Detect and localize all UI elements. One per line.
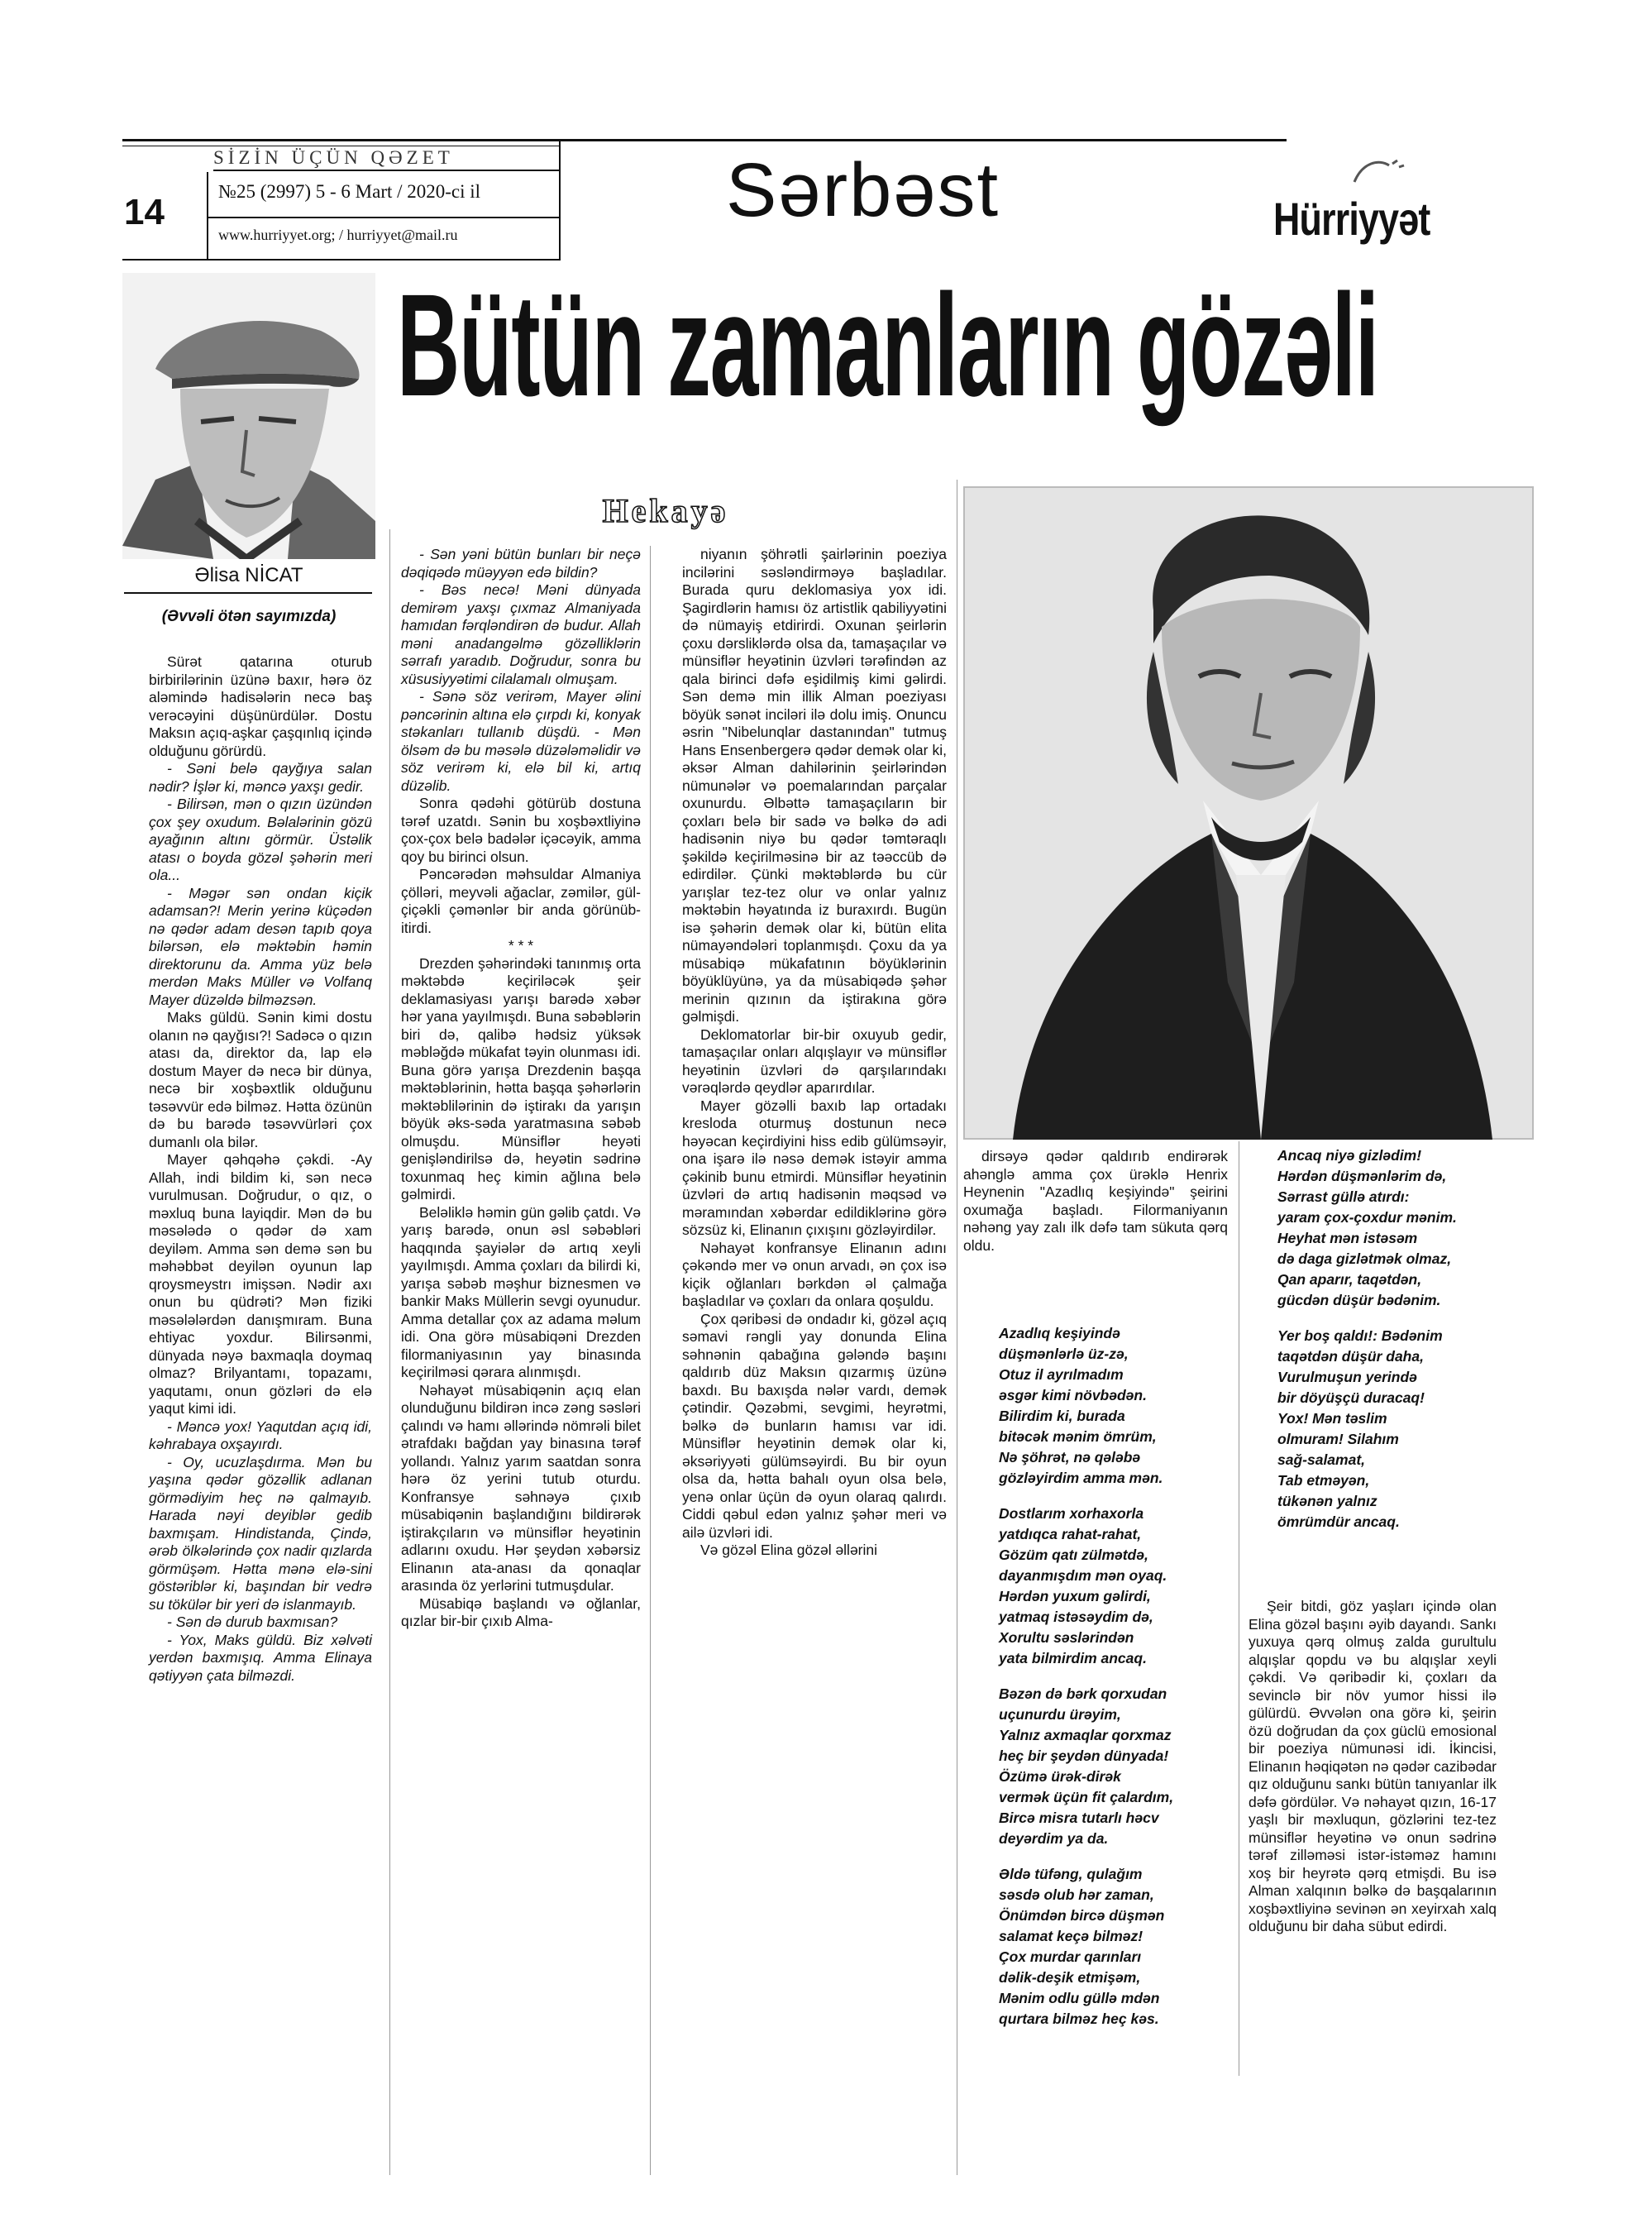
paragraph: Mayer qəhqəhə çəkdi. -Ay Allah, indi bildim ki, sən necə vurulmusan. Doğrudur, o qız, o məxluq buna layiqdir. Mən də bu məsələdə o qədər də xam deyiləm. Amma sən demə sən bu məhəbbət deyilən oyunun lap qroysmeystrı imişsən. Nədir axı onun bu qüdrəti? Mən fiziki məsələlərdən danışmıram. Buna ehtiyac yoxdur. Bilirsənmi, dünyada nəyə baxmaqla doymaq olmaz? Brilyantamı, topazamı, yaqutamı, onun gözləri də elə yaqut kimi idi. — [149, 1151, 372, 1417]
paragraph: niyanın şöhrətli şairlərinin poeziya incilərini səsləndirməyə başladılar. Burada quru deklomasiya yox idi. Şagirdlərin hamısı öz artistlik qabiliyyətini də nümayiş etdirirdi. Oxunan şeirlərin çoxu dərsliklərdə olsa da, tamaşaçılar və münsiflər heyətinin üzvləri tərəfindən az qala birinci dəfə eşidilmiş kimi gəlirdi. Sən demə min illik Alman poeziyası böyük sənət inciləri ilə dolu imiş. Onuncu əsrin "Nibelunqlar dastanından" tutmuş Hans Ensenbergerə qədər demək olar ki, əksər Alman dahilərinin şeirlərindən nümunələr və poemalarından parçalar oxunurdu. Əlbəttə tamaşaçıların bir çoxları belə bir sadə və bəlkə də adi hadisənin niyə bu qədər təmtəraqlı şəkildə keçirilməsinə bir az təəccüb də edirdilər. Çünki məktəblərdə bu cür yarışlar tez-tez olur və onlar yalnız məktəbin həyatında iz buraxırdı. Bugün isə şəhərin demək olar ki, bütün elita nümayəndələri toplanmışdı. Çoxu da ya müsabiqə mükafatının böyüklərinin böyüklüyünə, ya da müsabiqədə şəhər merinin qızının da iştirakına görə gəlmişdi. — [682, 546, 947, 1025]
poem-column-5 — [1277, 1145, 1509, 1547]
paragraph: - Oy, ucuzlaşdırma. Mən bu yaşına qədər gözəllik adlanan görmədiyim heç nə qalmayıb. Harada nəyi deyiblər gedib baxmışam. Hindistanda, Çində, ərəb ölkələrində çox nadir qızlarda görmüşəm. Hətta mənə elə-sini göstəriblər ki, başından bir vedrə su tökülər bir yeri də islanmayıb. — [149, 1453, 372, 1613]
col-rule-1 — [389, 529, 390, 2175]
paragraph: - Məgər sən ondan kiçik adamsan?! Merin yerinə küçədən nə qədər adam desən tapıb qoya bilərsən, elə məktəbin həmin direktorunu da. Amma yüz belə merdən Maks Müller və Volfanq Mayer düzəldə bilməzsən. — [149, 884, 372, 1008]
article-column-2 — [401, 546, 641, 1631]
author-photo — [122, 273, 375, 559]
poem-stanza: Dostlarım xorhaxorla yatdıqca rahat-rahat, Gözüm qatı zülmətdə, dayanmışdım mən oyaq. Hərdən yuxum gəlirdi, yatmaq istəsəydim də, Xorultu səslərindən yata bilmirdim ancaq. — [999, 1505, 1167, 1666]
heine-portrait — [963, 486, 1534, 1140]
poem-stanza: Bəzən də bərk qorxudan uçunurdu ürəyim, Yalnız axmaqlar qorxmaz heç bir şeydən dünyada! Özümə ürək-dirək vermək üçün fit çalardım, Bircə misra tutarlı həcv deyərdim ya da. — [999, 1685, 1174, 1847]
paragraph: Maks güldü. Sənin kimi dostu olanın nə qayğısı?! Sadəcə o qızın atası da, direktor da, lap elə dostum Mayer də necə bir dünya, necə bir xoşbəxtlik olduğunu təsəvvür edə bilməz. Hətta özünün də bu barədə təsəvvürləri çox dumanlı ola bilər. — [149, 1009, 372, 1150]
col-rule-2 — [650, 546, 651, 2175]
rubric-title: Sərbəst — [726, 148, 1000, 232]
paragraph: - Sən yəni bütün bunları bir neçə dəqiqədə müəyyən edə bildin? — [401, 546, 641, 581]
paragraph: Pəncərədən məhsuldar Almaniya çölləri, meyvəli ağaclar, zəmilər, gül-çiçəkli çəmənlər bir anda görünüb-itirdi. — [401, 866, 641, 936]
paragraph: Nəhayət müsabiqənin açıq elan olunduğunu bildirən incə zəng səsləri çalındı və hamı əllərində nömrəli bilet ətrafdakı bağdan yay binasına tərəf yollandı. Yalnız yarım saatdan sonra hərə öz yerini tutub oturdu. Konfransye səhnəyə çıxıb müsabiqənin başlandığını bildirərək iştirakçıların və münsiflər heyətinin adlarını oxudu. Hər şeydən xəbərsiz Elinanın ata-anası da qonaqlar arasında öz yerlərini tutmuşdular. — [401, 1381, 641, 1594]
page-number-divider — [207, 172, 208, 259]
page-number: 14 — [124, 192, 165, 232]
paragraph: Şeir bitdi, göz yaşları içində olan Elina gözəl başını əyib dayandı. Sankı yuxuya qərq olmuş zalda gurultulu alqışlar qopdu və bu alqışlar xeyli çəkdi. Və qəribədir ki, çoxları da sevinclə bir növ yumor hissi ilə gülürdü. Əvvələn ona görə ki, şeirin özü doğrudan da çox güclü emosional bir poeziya nümunəsi idi. İkincisi, Elinanın həqiqətən nə qədər cazibədar qız olduğunu sankı bütün tanıyanlar ilk dəfə gördülər. Və nəhayət qızın, 16-17 yaşlı bir məxluqun, gözlərini tez-tez münsiflər heyətinə və onun sədrinə tərəf zilləməsi istər-istəməz hamını xoş bir heyrətə qərq etmişdi. Bu isə Alman xalqının bəlkə də başqalarının xoşbəxtliyinə sevinən ən xeyirxah xalq olduğunu bir daha sübut edirdi. — [1249, 1598, 1497, 1934]
poem-stanza: Ancaq niyə gizlədim! Hərdən düşmənlərim də, Sərrast güllə atırdı: yaram çox-çoxdur mənim. Heyhat mən istəsəm də daga gizlətmək olmaz, Qan aparır, taqətdən, gücdən düşür bədənim. — [1277, 1147, 1457, 1308]
masthead-ornament-icon — [1346, 155, 1412, 189]
article-column-1 — [149, 653, 372, 1685]
paragraph: Sürət qatarına oturub birbirilərinin üzünə baxır, hərə öz aləmində hadisələrin necə baş verəcəyini düşünürdülər. Dostu Maksın açıq-aşkar çaşqınlıq içində olduğunu görürdü. — [149, 653, 372, 759]
paragraph: - Bəs necə! Məni dünyada demirəm yaxşı çıxmaz Almaniyada hamıdan fərqləndirən də budur. Allah məni anadangəlmə gözəlliklərin sərrafı yaradıb. Doğrudur, sonra bu xüsusiyyətimi cilalamalı olmuşam. — [401, 581, 641, 687]
paragraph: - Yox, Maks güldü. Biz xəlvəti yerdən baxmışıq. Amma Elinaya qətiyyən çata bilməzdi. — [149, 1631, 372, 1684]
paragraph: Çox qəribəsi də ondadır ki, gözəl açıq səmavi rəngli yay donunda Elina səhnənin qabağına gələndə başını qaldırıb düz Maksın qızarmış üzünə baxdı. Bu baxışda nələr vardı, demək çətindir. Qəzəbmi, sevgimi, heyrətmi, bəlkə də bunların hamısı var idi. Münsiflər heyətinin demək olar ki, əksəriyyəti gülümsəyirdi. Bu bir oyun olsa da, hətta bahalı oyun olsa belə, yenə onlar üçün də oyun olaraq qalırdı. Ciddi qəbul edən yalnız şəhər meri və ailə üzvləri idi. — [682, 1310, 947, 1541]
poem-column-4 — [999, 1323, 1234, 2044]
section-label: SİZİN ÜÇÜN QƏZET — [213, 147, 454, 168]
header-right-divider — [559, 141, 561, 261]
paragraph: Müsabiqə başlandı və oğlanlar, qızlar bir-bir çıxıb Alma- — [401, 1595, 641, 1629]
continued-note: (Əvvəli ötən sayımızda) — [161, 608, 337, 625]
paragraph: * * * — [508, 937, 534, 954]
paragraph: - Səni belə qayğıya salan nədir? İşlər ki, məncə yaxşı gedir. — [149, 760, 372, 795]
author-rule — [124, 592, 372, 594]
paragraph: - Məncə yox! Yaqutdan açıq idi, kəhrabaya oxşayırdı. — [149, 1418, 372, 1452]
paragraph: - Sən də durub baxmısan? — [167, 1614, 338, 1630]
poem-stanza: Azadlıq keşiyində düşmənlərlə üz-zə, Otuz il ayrılmadım əsgər kimi növbədən. Bilirdim ki, burada bitəcək mənim ömrüm, Nə şöhrət, nə qələbə gözləyirdim amma mən. — [999, 1325, 1163, 1486]
paragraph: Sonra qədəhi götürüb dostuna tərəf uzatdı. Sənin bu xoşbəxtliyinə çox-çox belə badələr içəcəyik, amma qoy bu birinci olsun. — [401, 795, 641, 865]
paragraph: Nəhayət konfransye Elinanın adını çəkəndə mer və onun arvadı, ən çox isə kiçik oğlanları bərkdən əl çalmağa başladılar və çoxları da onlara qoşuldu. — [682, 1239, 947, 1309]
paragraph: dirsəyə qədər qaldırıb endirərək ahənglə amma çox ürəklə Henrix Heynenin "Azadlıq keşiyində" şeirini oxumağa başladı. Filormaniyanın nəhəng yay zalı ilk dəfə tam sükuta qərq oldu. — [963, 1148, 1228, 1254]
genre-label: Hekayə — [602, 492, 729, 529]
article-column-4 — [963, 1148, 1228, 1255]
contacts: www.hurriyyet.org; / hurriyyet@mail.ru — [218, 227, 458, 243]
header-bottom-rule — [122, 259, 561, 261]
paragraph: Deklomatorlar bir-bir oxuyub gedir, tamaşaçılar onları alqışlayır və münsiflər heyətinin üzvləri də qarşılarındakı vərəqlərdə qeydlər aparırdılar. — [682, 1026, 947, 1096]
header-mid-rule — [213, 170, 561, 171]
paragraph: - Bilirsən, mən o qızın üzündən çox şey oxudum. Bəlalərinin gözü ayağının altını görmür. Üstəlik atası o boyda gözəl şəhərin meri ola... — [149, 796, 372, 883]
article-column-3 — [682, 546, 947, 1560]
header-top-rule — [122, 139, 1287, 141]
masthead-logo: Hürriyyət — [1273, 193, 1430, 245]
issue-rule — [208, 217, 561, 218]
paragraph: Beləliklə həmin gün gəlib çatdı. Və yarış barədə, onun əsl səbəbləri haqqında şayiələr də artıq xeyli yayılmışdı. Amma çoxları da bilirdi ki, yarışa səbəb məşhur biznesmen və bankir Maks Müllerin sevgi oyunudur. Amma detallar çox az adama məlum idi. Ona görə müsabiqəni Drezden filormaniyasının yay binasında keçirilməsi qərara alınmışdı. — [401, 1203, 641, 1380]
paragraph: Mayer gözəlli baxıb lap ortadakı kresloda oturmuş dostunun necə həyəcan keçirdiyini hiss edib gülümsəyir, ona işarə ilə nəsə demək istəyir amma çəkinib bunu etmirdi. Münsiflər heyətinin üzvləri də artıq hadisənin məqsəd və məramından xəbərdar edildiklərinə görə sözsüz ki, Elinanın çıxışını gözləyirdilər. — [682, 1097, 947, 1238]
poem-stanza: Əldə tüfəng, qulağım səsdə olub hər zaman, Önümdən bircə düşmən salamat keçə bilməz! Çox murdar qarınları dəlik-deşik etmişəm, Mənim odlu güllə mdən qurtara bilməz heç kəs. — [999, 1866, 1165, 2027]
article-column-5 — [1249, 1598, 1497, 1936]
author-name: Əlisa NİCAT — [194, 564, 303, 586]
paragraph: Və gözəl Elina gözəl əllərini — [700, 1542, 878, 1558]
poem-stanza: Yer boş qaldı!: Bədənim taqətdən düşür daha, Vurulmuşun yerində bir döyüşçü duracaq! Yox! Mən təslim olmuram! Silahım sağ-salamat, Tab etməyən, tükənən yalnız ömrümdür ancaq. — [1277, 1327, 1443, 1530]
paragraph: - Sənə söz verirəm, Mayer əlini pəncərinin altına elə çırpdı ki, konyak stəkanları tullanıb düşdü. - Mən ölsəm də bu məsələ düzələməlidir və söz verirəm ki, elə bil ki, artıq düzəlib. — [401, 688, 641, 794]
issue-info: №25 (2997) 5 - 6 Mart / 2020-ci il — [218, 181, 481, 202]
article-title: Bütün zamanların gözəli — [397, 265, 1378, 427]
paragraph: Drezden şəhərindəki tanınmış orta məktəbdə keçiriləcək şeir deklamasiyası yarışı barədə xəbər hər yana yayılmışdı. Buna səbəblərin biri də, qalibə hədsiz yüksək məbləğdə mükafat təyin olunması idi. Buna görə yarışa Drezdenin başqa məktəblərinin, hətta başqa şəhərlərin məktəblilərinin də iştirakı da yarışın böyük əks-səda yaratmasına səbəb olmuşdu. Münsiflər heyəti genişləndirilsə də, heyətin sədrinə toxunmaq heç kimin ağlına belə gəlmirdi. — [401, 954, 641, 1202]
